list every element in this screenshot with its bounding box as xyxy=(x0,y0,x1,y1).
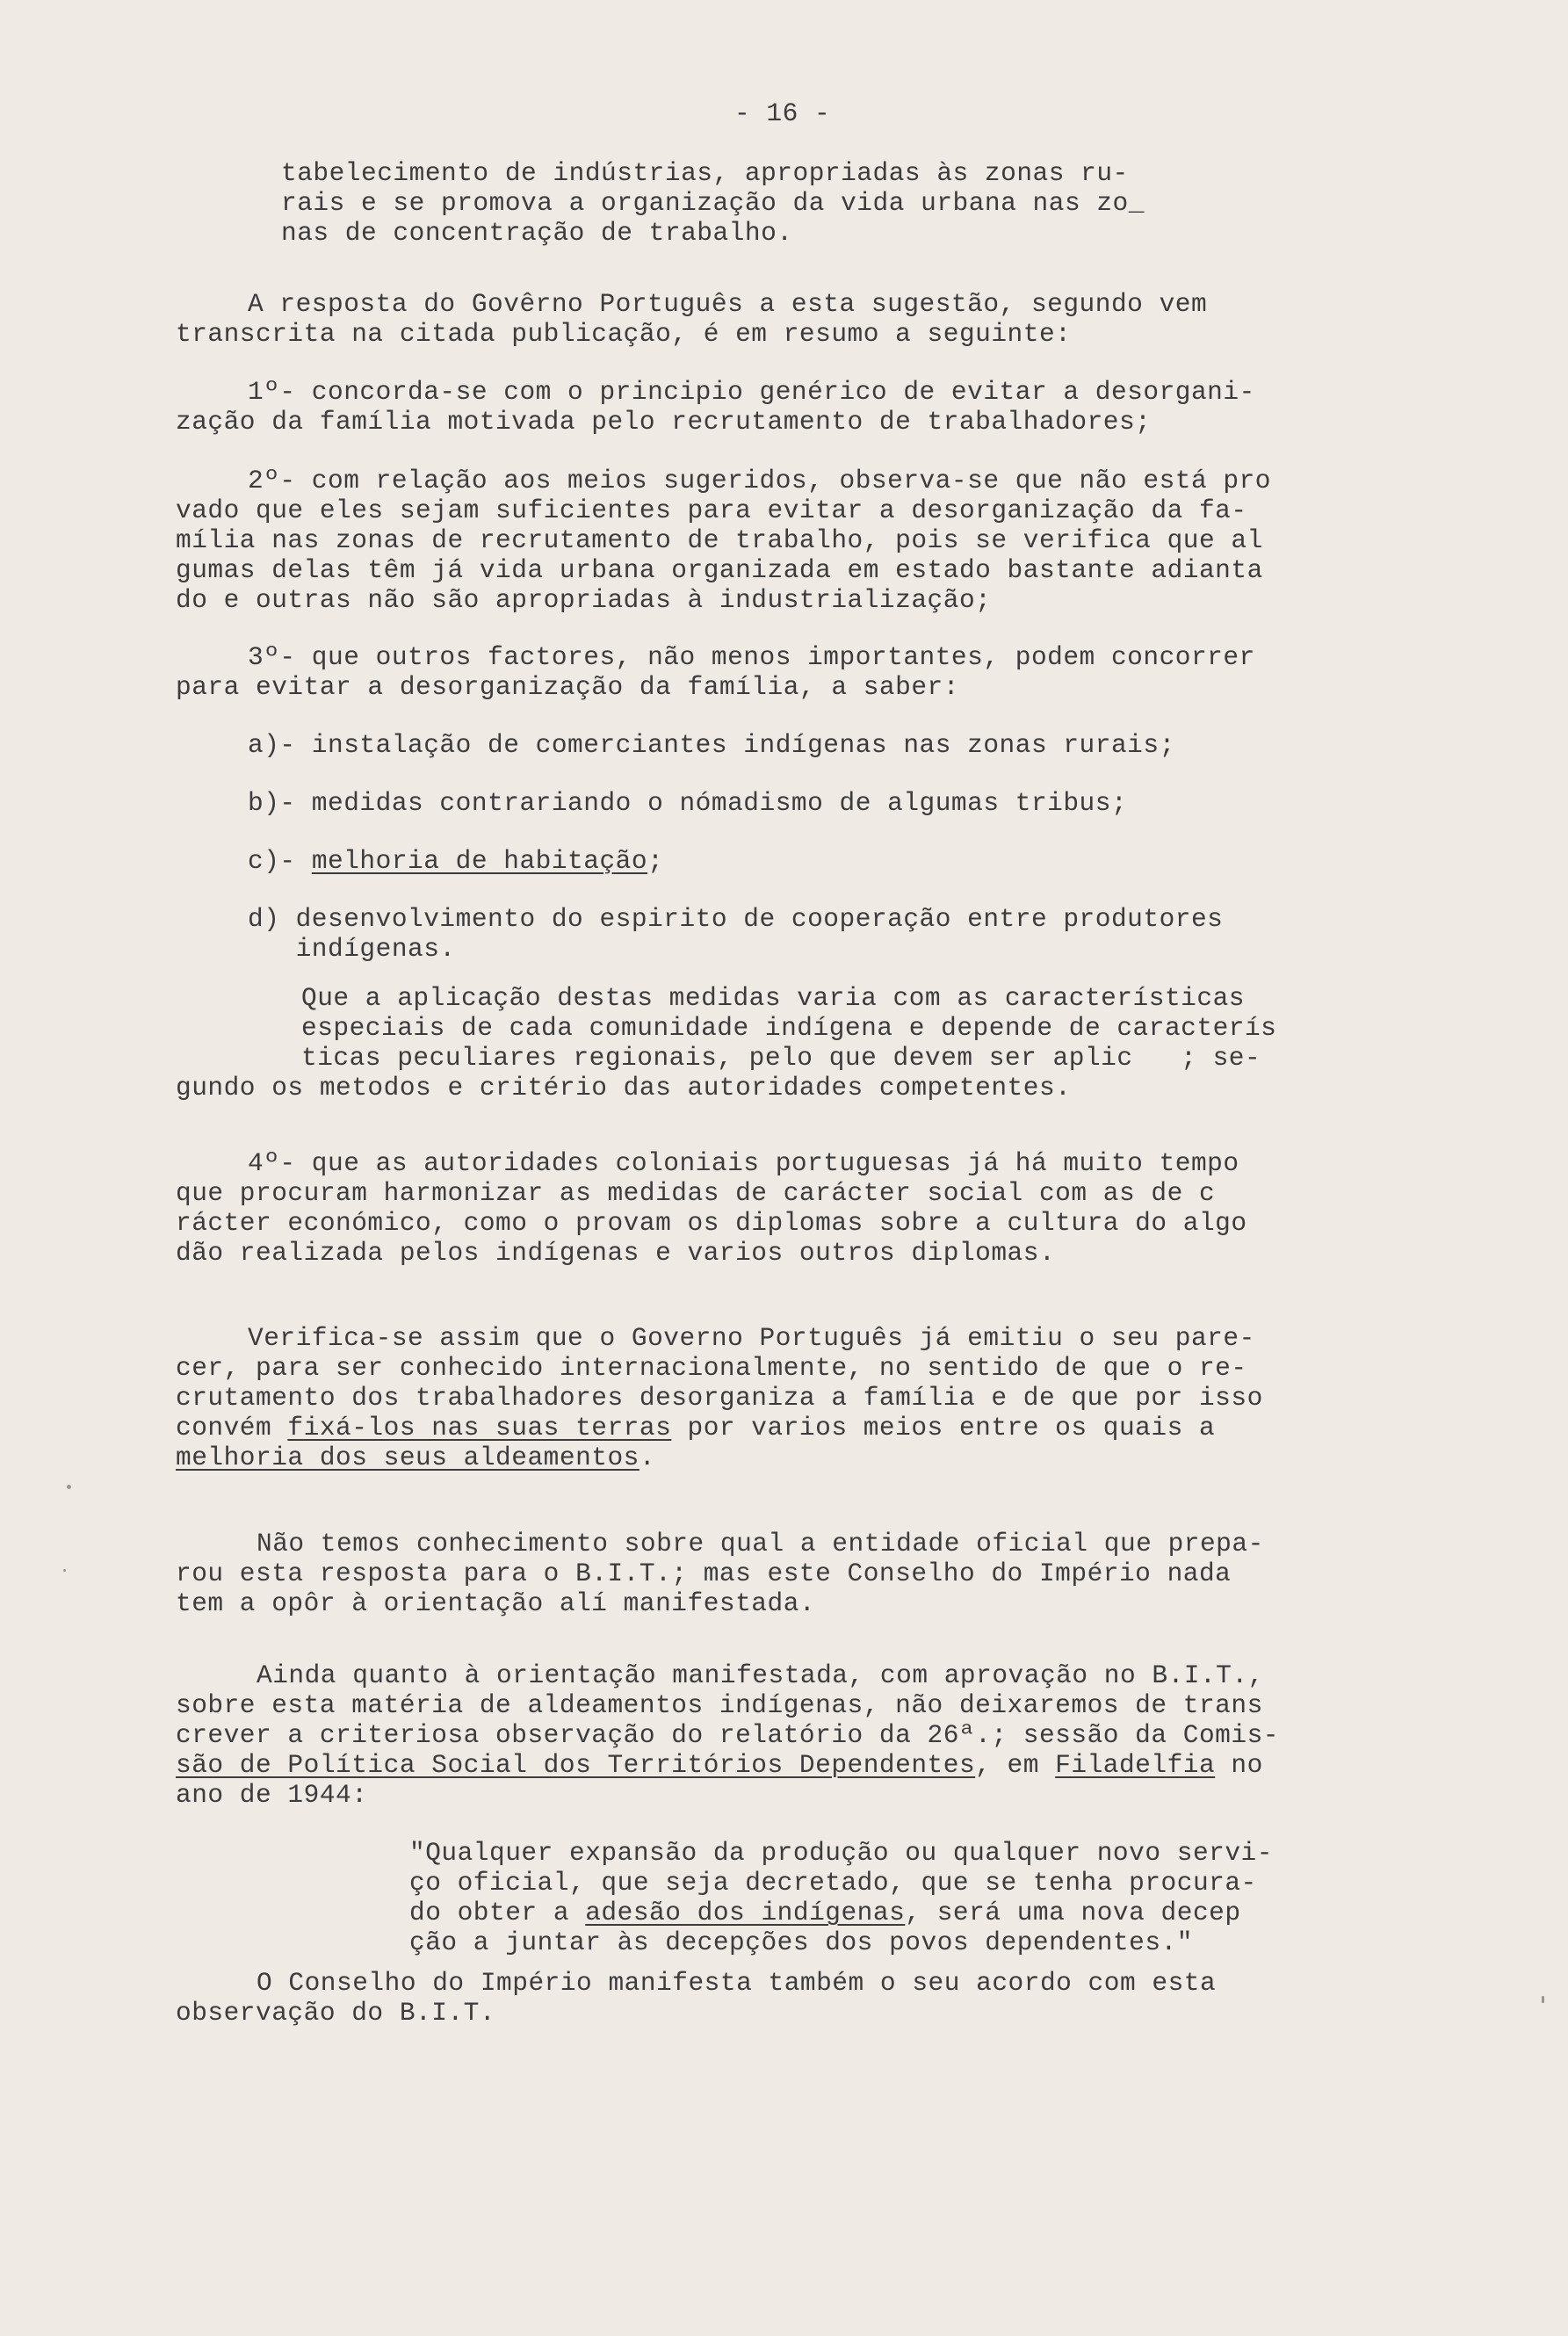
verifica-line xyxy=(176,1413,1215,1443)
sub-item-a: a)- instalação de comerciantes indígenas nas zonas rurais; xyxy=(248,730,1175,760)
item4-line: que procuram harmonizar as medidas de carácter social com as de c xyxy=(176,1178,1216,1208)
verifica-underlined: melhoria dos seus aldeamentos xyxy=(176,1443,639,1472)
paper-speck xyxy=(63,1569,66,1572)
quote-line: ço oficial, que seja decretado, que se tenha procura- xyxy=(409,1868,1257,1898)
paper-speck xyxy=(67,1485,71,1489)
nao-temos-line: Não temos conhecimento sobre qual a entidade oficial que prepa- xyxy=(257,1529,1264,1559)
item4-line: dão realizada pelos indígenas e varios outros diplomas. xyxy=(176,1238,1056,1268)
item2-line: 2º- com relação aos meios sugeridos, observa-se que não está pro xyxy=(248,466,1271,495)
que-a-line: Que a aplicação destas medidas varia com as características xyxy=(301,983,1245,1013)
resposta-line: A resposta do Govêrno Português a esta sugestão, segundo vem xyxy=(248,289,1208,319)
item1-line: zação da família motivada pelo recrutamento de trabalhadores; xyxy=(176,407,1152,437)
item3-line: 3º- que outros factores, não menos importantes, podem concorrer xyxy=(248,642,1255,672)
item3-line: para evitar a desorganização da família, a saber: xyxy=(176,672,959,702)
que-a-line: ticas peculiares regionais, pelo que devem ser aplic ; se- xyxy=(301,1043,1261,1073)
quote-line: "Qualquer expansão da produção ou qualquer novo servi- xyxy=(409,1838,1273,1868)
ainda-line: Ainda quanto à orientação manifestada, com aprovação no B.I.T., xyxy=(257,1660,1264,1690)
resposta-line: transcrita na citada publicação, é em resumo a seguinte: xyxy=(176,319,1072,349)
paper-speck xyxy=(1542,1996,1544,2003)
sub-item-c-suffix: ; xyxy=(647,846,664,876)
verifica-line: Verifica-se assim que o Governo Português já emitiu o seu pare- xyxy=(248,1323,1255,1353)
verifica-text: . xyxy=(639,1443,656,1472)
ainda-text: no xyxy=(1215,1750,1263,1780)
item4-line: rácter económico, como o provam os diplomas sobre a cultura do algo xyxy=(176,1208,1247,1238)
ainda-underlined: Filadelfia xyxy=(1055,1750,1216,1780)
verifica-line: crutamento dos trabalhadores desorganiza a família e de que por isso xyxy=(176,1383,1263,1413)
intro-line: rais e se promova a organização da vida urbana nas zo_ xyxy=(281,188,1145,218)
ainda-line xyxy=(176,1750,1263,1780)
item2-line: vado que eles sejam suficientes para evitar a desorganização da fa- xyxy=(176,495,1247,525)
intro-line: nas de concentração de trabalho. xyxy=(281,218,793,248)
item4-line: 4º- que as autoridades coloniais portuguesas já há muito tempo xyxy=(248,1148,1239,1178)
verifica-text: por varios meios entre os quais a xyxy=(671,1413,1216,1443)
sub-item-d: d) desenvolvimento do espirito de cooperação entre produtores xyxy=(248,904,1224,934)
nao-temos-line: tem a opôr à orientação alí manifestada. xyxy=(176,1588,816,1618)
item1-line: 1º- concorda-se com o principio genérico de evitar a desorgani- xyxy=(248,377,1255,407)
page-number: - 16 - xyxy=(734,98,831,128)
que-a-line: especiais de cada comunidade indígena e depende de caracterís xyxy=(301,1013,1277,1043)
intro-line: tabelecimento de indústrias, apropriadas às zonas ru- xyxy=(281,158,1129,188)
verifica-text: convém xyxy=(176,1413,288,1443)
verifica-line: cer, para ser conhecido internacionalmente, no sentido de que o re- xyxy=(176,1353,1247,1383)
sub-item-d: indígenas. xyxy=(248,934,456,964)
sub-item-c xyxy=(248,846,663,876)
sub-item-b: b)- medidas contrariando o nómadismo de algumas tribus; xyxy=(248,788,1128,818)
quote-underlined: adesão dos indígenas xyxy=(585,1898,906,1927)
que-a-line: gundo os metodos e critério das autoridades competentes. xyxy=(176,1073,1072,1103)
ainda-underlined: são de Política Social dos Territórios Dependentes xyxy=(176,1750,976,1780)
item2-line: mília nas zonas de recrutamento de trabalho, pois se verifica que al xyxy=(176,525,1263,555)
item2-line: gumas delas têm já vida urbana organizada em estado bastante adianta xyxy=(176,555,1263,585)
ainda-line: crever a criteriosa observação do relatório da 26ª.; sessão da Comis- xyxy=(176,1720,1279,1750)
ainda-line: sobre esta matéria de aldeamentos indígenas, não deixaremos de trans xyxy=(176,1690,1263,1720)
ainda-text: , em xyxy=(975,1750,1056,1780)
verifica-line xyxy=(176,1443,655,1472)
conselho-line: O Conselho do Império manifesta também o seu acordo com esta xyxy=(257,1968,1217,1998)
quote-line: ção a juntar às decepções dos povos dependentes." xyxy=(409,1927,1193,1957)
quote-text: do obter a xyxy=(409,1898,586,1927)
quote-text: , será uma nova decep xyxy=(905,1898,1241,1927)
ainda-line: ano de 1944: xyxy=(176,1780,368,1810)
item2-line: do e outras não são apropriadas à industrialização; xyxy=(176,585,992,615)
conselho-line: observação do B.I.T. xyxy=(176,1998,496,2028)
sub-item-c-prefix: c)- xyxy=(248,846,312,876)
nao-temos-line: rou esta resposta para o B.I.T.; mas este Conselho do Império nada xyxy=(176,1559,1232,1588)
quote-line xyxy=(409,1898,1241,1927)
sub-item-c-underlined: melhoria de habitação xyxy=(311,846,648,876)
verifica-underlined: fixá-los nas suas terras xyxy=(287,1413,672,1443)
